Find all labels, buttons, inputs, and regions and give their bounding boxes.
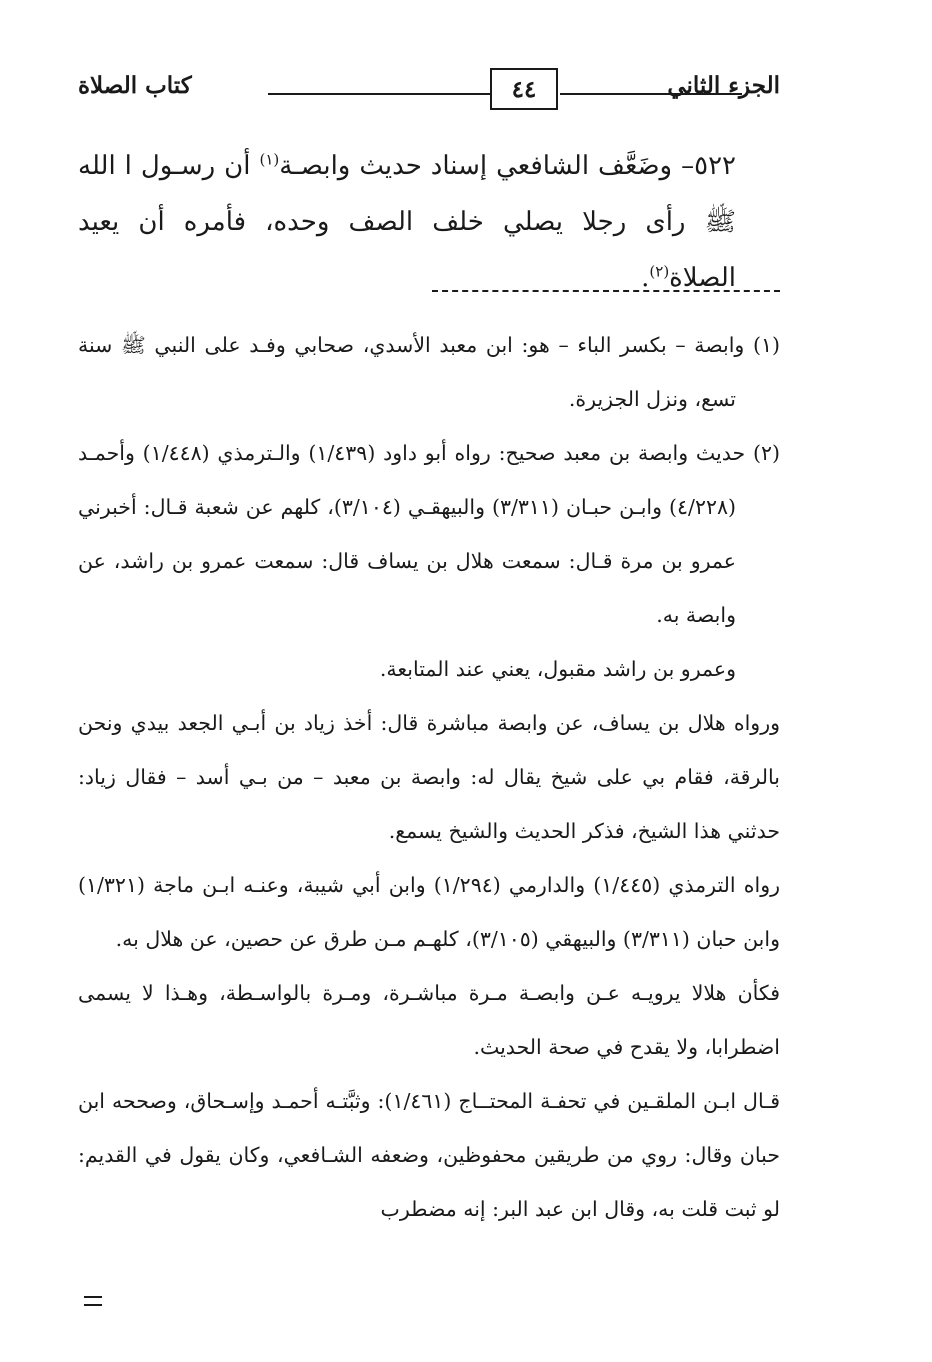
hadith-text-1: ٥٢٢– وضَعَّف الشافعي إسناد حديث وابصـة bbox=[279, 151, 737, 181]
footnote-separator bbox=[432, 290, 780, 292]
main-text bbox=[78, 138, 780, 306]
header-rule-left bbox=[268, 93, 490, 95]
continuation-mark bbox=[84, 1296, 102, 1306]
footnotes bbox=[78, 318, 780, 1236]
hadith-text-2: ﷺ رأى رجلا يصلي خلف الصف وحده، فأمره أن يعيد الصلاة bbox=[78, 207, 736, 293]
page-number: ٤٤ bbox=[490, 68, 558, 110]
hadith-text-1b: أن رسـول ا الله bbox=[78, 151, 260, 181]
footnote-ref-2: (٢) bbox=[649, 262, 670, 281]
header-rule-right bbox=[560, 93, 742, 95]
hadith-text-end: . bbox=[641, 263, 650, 293]
footnote: (٢) حديث وابصة بن معبد صحيح: رواه أبو داود (١/٤٣٩) والـترمذي (١/٤٤٨) وأحمـد (٤/٢٢٨) وابـن حبـان (٣/٣١١) والبيهقـي (٣/١٠٤)، كلهم عن شعبة قـال: أخبرني عمرو بن مرة قـال: سمعت هلال بن يساف قال: سمعت عمرو بن راشد، عن وابصة به. bbox=[78, 441, 780, 627]
footnote-paragraph: وعمرو بن راشد مقبول، يعني عند المتابعة. bbox=[379, 657, 736, 681]
hadith-paragraph bbox=[78, 138, 780, 306]
footnote-paragraph: رواه الترمذي (١/٤٤٥) والدارمي (١/٢٩٤) وابن أبي شيبة، وعنـه ابـن ماجة (١/٣٢١) وابن حبان (٣/٣١١) والبيهقي (٣/١٠٥)، كلهـم مـن طرق عن حصين، عن هلال به. bbox=[78, 873, 780, 951]
footnote-paragraph: ورواه هلال بن يساف، عن وابصة مباشرة قال: أخذ زياد بن أبـي الجعد بيدي ونحن بالرقة، فقام بي على شيخ يقال له: وابصة بن معبد – من بـي أسد – فقال زياد: حدثني هذا الشيخ، فذكر الحديث والشيخ يسمع. bbox=[78, 711, 780, 843]
footnote-paragraph: فكأن هلالا يرويـه عـن وابصـة مـرة مباشـرة، ومـرة بالواسـطة، وهـذا لا يسمى اضطرابا، ولا يقدح في صحة الحديث. bbox=[78, 981, 780, 1059]
footnote-ref-1: (١) bbox=[259, 150, 280, 169]
footnote-paragraph: قـال ابـن الملقـين في تحفـة المحتــاج (١/٤٦١): وثبَّتـه أحمـد وإسـحاق، وصححه ابن حبان وقال: روي من طريقين محفوظين، وضعفه الشـافعي، وكان يقول في القديم: لو ثبت قلت به، وقال ابن عبد البر: إنه مضطرب bbox=[78, 1089, 781, 1221]
volume-title: الجزء الثاني bbox=[667, 72, 780, 99]
book-title: كتاب الصلاة bbox=[78, 72, 192, 99]
page-header bbox=[78, 64, 780, 116]
footnote: (١) وابصة – بكسر الباء – هو: ابن معبد الأسدي، صحابي وفـد على النبي ﷺ سنة تسع، ونزل الجزيرة. bbox=[78, 333, 780, 411]
